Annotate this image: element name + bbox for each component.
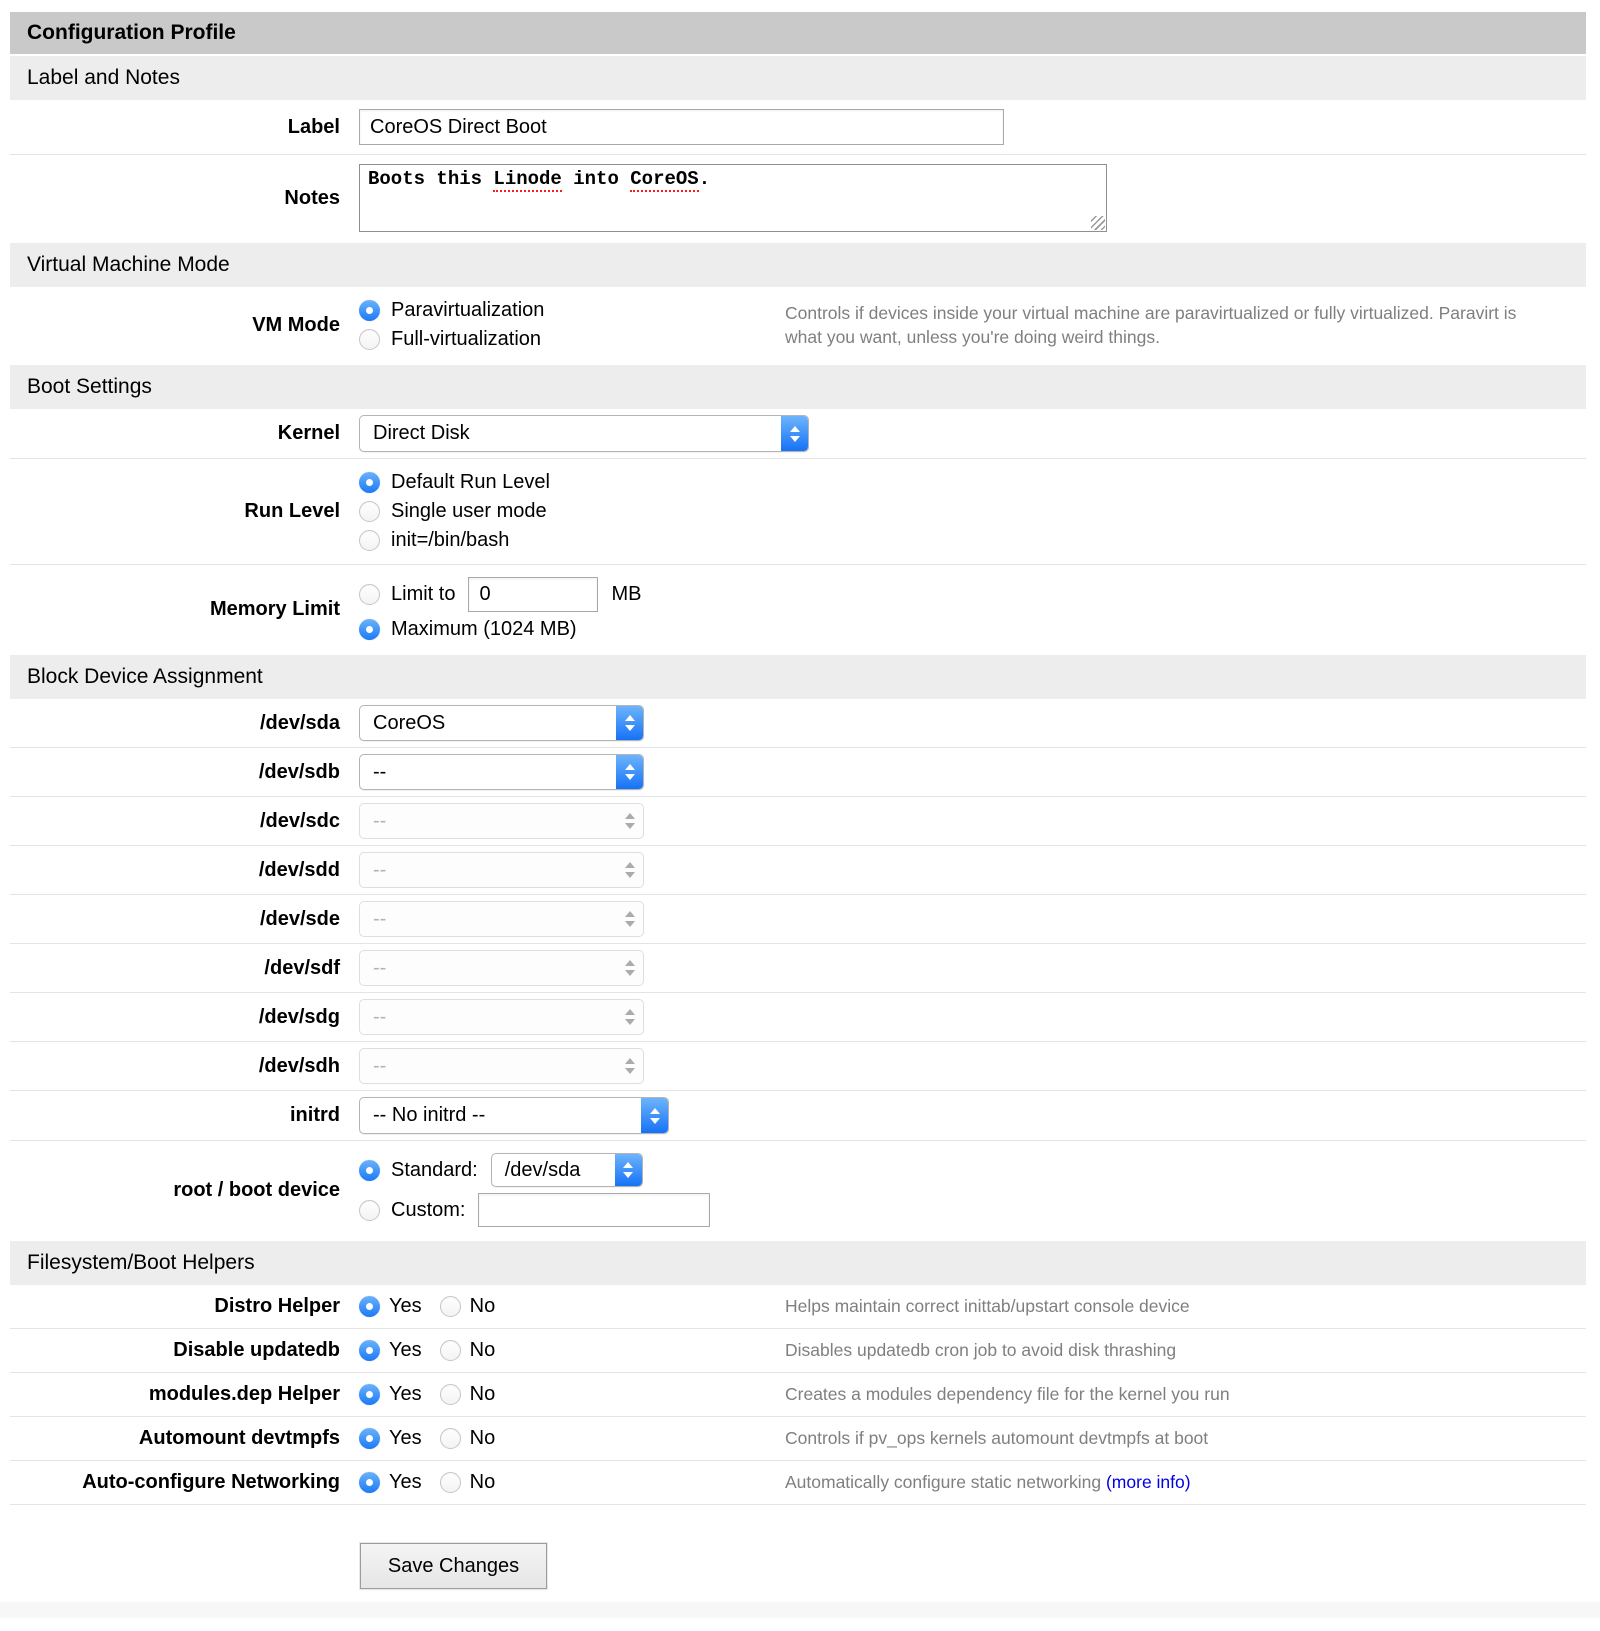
option-label: Default Run Level [391, 471, 550, 493]
vm-mode-row [10, 287, 1586, 363]
device-label: /dev/sdd [258, 858, 340, 881]
vm-mode-label: VM Mode [252, 313, 340, 336]
radio-full-virtualization[interactable] [359, 329, 380, 350]
custom-label: Custom: [391, 1198, 466, 1221]
kernel-label: Kernel [277, 422, 340, 444]
yes-label: Yes [389, 1295, 422, 1317]
memory-limit-row [10, 565, 1586, 653]
device-row-sdf [10, 944, 1586, 993]
device-select-sda[interactable]: CoreOS [359, 705, 644, 741]
helper-label: Disable updatedb [173, 1339, 340, 1361]
device-row-sdh [10, 1042, 1586, 1091]
option-label: Paravirtualization [391, 299, 545, 321]
radio-disable-updatedb-no[interactable] [440, 1340, 461, 1361]
label-row [10, 100, 1586, 155]
limit-to-label: Limit to [391, 583, 456, 605]
helper-help-text: Controls if pv_ops kernels automount devtmpfs at boot [785, 1428, 1209, 1449]
device-select-sdf: -- [359, 950, 644, 986]
misspelled-word: Linode [493, 168, 562, 190]
device-select-sdb[interactable]: -- [359, 754, 644, 790]
label-field-label: Label [287, 115, 340, 138]
more-info-link[interactable]: (more info) [1105, 1472, 1191, 1493]
radio-modules-dep-no[interactable] [440, 1384, 461, 1405]
device-label: /dev/sdc [259, 809, 340, 832]
device-label: /dev/sdg [258, 1005, 340, 1028]
select-stepper-icon [616, 1000, 643, 1034]
helper-help-text: Creates a modules dependency file for the kernel you run [785, 1384, 1230, 1405]
select-stepper-icon [641, 1098, 668, 1133]
notes-row [10, 155, 1586, 241]
radio-init-bin-bash[interactable] [359, 530, 380, 551]
radio-custom-root-device[interactable] [359, 1200, 380, 1221]
root-device-option-standard [359, 1150, 710, 1190]
device-row-sde [10, 895, 1586, 944]
kernel-row [10, 409, 1586, 459]
device-label: /dev/sda [259, 711, 340, 734]
radio-modules-dep-yes[interactable] [359, 1384, 380, 1405]
root-device-option-custom [359, 1190, 710, 1230]
memory-limit-option-limit [359, 574, 641, 615]
page-footer-strip [0, 1602, 1600, 1618]
run-level-option-init-bash [359, 526, 550, 555]
helper-row-automount-devtmpfs [10, 1417, 1586, 1461]
radio-auto-configure-networking-no[interactable] [440, 1472, 461, 1493]
section-header-boot-settings: Boot Settings [10, 365, 1586, 409]
run-level-option-default [359, 468, 550, 497]
helper-row-auto-configure-networking [10, 1461, 1586, 1505]
radio-paravirtualization[interactable] [359, 300, 380, 321]
option-label: Maximum (1024 MB) [391, 618, 577, 640]
custom-root-device-input[interactable] [478, 1193, 710, 1227]
label-input[interactable] [359, 109, 1004, 145]
standard-root-device-select[interactable]: /dev/sda [491, 1153, 643, 1187]
device-row-sdc [10, 797, 1586, 846]
initrd-select[interactable]: -- No initrd -- [359, 1097, 669, 1134]
device-row-sdg [10, 993, 1586, 1042]
helper-help-text: Helps maintain correct inittab/upstart console device [785, 1296, 1190, 1317]
initrd-row [10, 1091, 1586, 1141]
helper-help-text: Automatically configure static networking (more info) [785, 1472, 1191, 1493]
notes-field-label: Notes [284, 186, 340, 209]
select-stepper-icon [616, 853, 643, 887]
save-row [10, 1505, 1586, 1589]
helper-label: modules.dep Helper [148, 1383, 340, 1405]
no-label: No [469, 1427, 496, 1449]
radio-auto-configure-networking-yes[interactable] [359, 1472, 380, 1493]
device-row-sdb [10, 748, 1586, 797]
save-changes-button[interactable]: Save Changes [360, 1543, 547, 1589]
kernel-select[interactable]: Direct Disk [359, 415, 809, 452]
run-level-row [10, 459, 1586, 565]
vm-mode-help-text: Controls if devices inside your virtual machine are paravirtualized or fully virtualized. Paravirt is what you want, unless you're doing weird things. [785, 302, 1517, 347]
helper-label: Distro Helper [214, 1295, 340, 1317]
select-stepper-icon [615, 1154, 642, 1186]
memory-unit-label: MB [611, 583, 642, 605]
device-label: /dev/sdf [264, 956, 340, 979]
memory-limit-option-maximum [359, 615, 641, 644]
device-select-sdc: -- [359, 803, 644, 839]
select-stepper-icon [616, 804, 643, 838]
no-label: No [469, 1295, 496, 1317]
option-label: Single user mode [391, 500, 547, 522]
no-label: No [469, 1339, 496, 1361]
select-stepper-icon [616, 902, 643, 936]
run-level-label: Run Level [244, 500, 340, 522]
select-stepper-icon [781, 416, 808, 451]
helper-row-distro-helper [10, 1285, 1586, 1329]
select-stepper-icon [616, 951, 643, 985]
section-header-block-devices: Block Device Assignment [10, 655, 1586, 699]
radio-default-run-level[interactable] [359, 472, 380, 493]
device-label: /dev/sdh [258, 1054, 340, 1077]
select-stepper-icon [616, 1049, 643, 1083]
device-select-sde: -- [359, 901, 644, 937]
page-title: Configuration Profile [10, 12, 1586, 54]
notes-text: . [698, 168, 711, 190]
radio-automount-devtmpfs-yes[interactable] [359, 1428, 380, 1449]
memory-limit-input[interactable] [468, 577, 598, 612]
option-label: init=/bin/bash [391, 529, 510, 551]
standard-label: Standard: [391, 1158, 478, 1181]
yes-label: Yes [389, 1339, 422, 1361]
option-label: Full-virtualization [391, 328, 542, 350]
select-stepper-icon [616, 706, 643, 740]
yes-label: Yes [389, 1383, 422, 1405]
helper-label: Auto-configure Networking [82, 1471, 340, 1493]
device-select-sdh: -- [359, 1048, 644, 1084]
device-row-sda [10, 699, 1586, 748]
helper-label: Automount devtmpfs [138, 1427, 340, 1449]
no-label: No [469, 1383, 496, 1405]
section-header-vm-mode: Virtual Machine Mode [10, 243, 1586, 287]
root-boot-device-row [10, 1141, 1586, 1239]
notes-text: Boots this [368, 168, 494, 190]
root-boot-device-label: root / boot device [173, 1178, 340, 1201]
vm-mode-option-paravirtualization [359, 296, 774, 325]
notes-text: into [561, 168, 631, 190]
yes-label: Yes [389, 1471, 422, 1493]
radio-standard-root-device[interactable] [359, 1160, 380, 1181]
radio-maximum-memory[interactable] [359, 619, 380, 640]
yes-label: Yes [389, 1427, 422, 1449]
select-stepper-icon [616, 755, 643, 789]
section-header-label-and-notes: Label and Notes [10, 56, 1586, 100]
device-select-sdd: -- [359, 852, 644, 888]
radio-automount-devtmpfs-no[interactable] [440, 1428, 461, 1449]
helper-row-disable-updatedb [10, 1329, 1586, 1373]
device-label: /dev/sdb [258, 760, 340, 783]
no-label: No [469, 1471, 496, 1493]
vm-mode-option-full-virtualization [359, 325, 774, 354]
radio-disable-updatedb-yes[interactable] [359, 1340, 380, 1361]
radio-distro-helper-no[interactable] [440, 1296, 461, 1317]
section-header-helpers: Filesystem/Boot Helpers [10, 1241, 1586, 1285]
radio-limit-to[interactable] [359, 584, 380, 605]
notes-textarea[interactable] [359, 164, 1107, 232]
misspelled-word: CoreOS [630, 168, 699, 190]
initrd-label: initrd [290, 1104, 340, 1126]
device-row-sdd [10, 846, 1586, 895]
run-level-option-single-user [359, 497, 550, 526]
helper-help-text: Disables updatedb cron job to avoid disk thrashing [785, 1340, 1177, 1361]
radio-distro-helper-yes[interactable] [359, 1296, 380, 1317]
device-label: /dev/sde [259, 907, 340, 930]
helper-row-modules-dep [10, 1373, 1586, 1417]
memory-limit-label: Memory Limit [209, 597, 340, 620]
device-select-sdg: -- [359, 999, 644, 1035]
radio-single-user-mode[interactable] [359, 501, 380, 522]
